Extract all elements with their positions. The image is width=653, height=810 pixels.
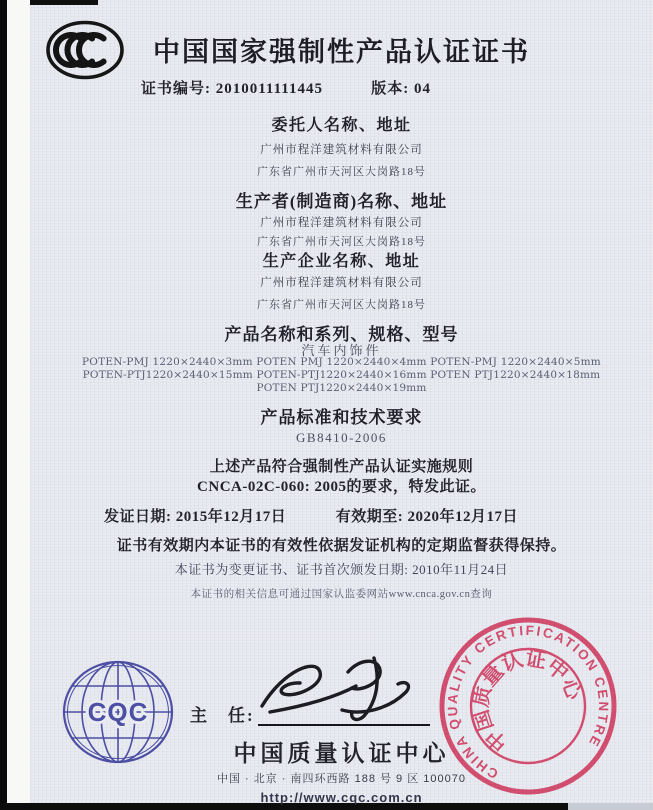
producer-address: 广东省广州市天河区大岗路18号: [257, 236, 426, 248]
director-signature: [256, 652, 432, 730]
lookup-note: 本证书的相关信息可通过国家认监委网站www.cnca.gov.cn查询: [190, 589, 493, 600]
product-name: 汽车内饰件: [301, 343, 382, 358]
applicant-address: 广东省广州市天河区大岗路18号: [257, 166, 426, 178]
validity-note: 证书有效期内本证书的有效性依据发证机构的定期监督获得保持。: [116, 538, 567, 554]
cert-number-label: 证书编号:: [141, 81, 211, 97]
scan-edge-left: [0, 0, 7, 810]
seal-outer-text: CHINA QUALITY CERTIFICATION CENTRE: [444, 622, 612, 782]
seal-inner-text: 中国质量认证中心: [468, 646, 587, 757]
producer-name: 广州市程洋建筑材料有限公司: [260, 217, 423, 229]
factory-address: 广东省广州市天河区大岗路18号: [257, 299, 426, 311]
org-website: http://www.cqc.com.cn: [260, 790, 423, 805]
factory-name: 广州市程洋建筑材料有限公司: [260, 277, 423, 289]
expiry-date-label: 有效期至:: [335, 509, 404, 525]
cert-number-row: [141, 77, 431, 98]
signature-underline: [258, 724, 430, 726]
cert-number-value: 2010011111445: [215, 81, 323, 97]
dates-row: [104, 505, 518, 526]
version-value: 04: [414, 81, 431, 97]
scan-margin-strip: [7, 0, 30, 810]
compliance-line2: CNCA-02C-060: 2005的要求，特发此证。: [197, 478, 486, 495]
product-heading: 产品名称和系列、规格、型号: [224, 325, 459, 344]
org-address: 中国 · 北京 · 南四环西路 188 号 9 区 100070: [216, 773, 466, 785]
applicant-name: 广州市程洋建筑材料有限公司: [260, 144, 423, 156]
cqc-logo-text: CQC: [87, 697, 149, 727]
scan-edge-top: [30, 0, 98, 5]
director-label: 主 任:: [190, 706, 255, 725]
product-models: POTEN-PMJ 1220×2440×3mm POTEN PMJ 1220×2440×4mm POTEN-PMJ 1220×2440×5mm POTEN-PTJ1220×2440×15mm POTEN-PTJ1220×2440×16mm POTEN PTJ1220×2440×18mm POTEN PTJ1220×2440×19mm: [82, 356, 601, 394]
applicant-heading: 委托人名称、地址: [271, 117, 412, 134]
standard-heading: 产品标准和技术要求: [260, 408, 423, 427]
red-seal-stamp: [436, 614, 620, 798]
issue-date-value: 2015年12月17日: [175, 509, 287, 525]
compliance-line1: 上述产品符合强制性产品认证实施规则: [209, 459, 474, 475]
compliance-statement: [30, 458, 653, 497]
factory-heading: 生产企业名称、地址: [262, 253, 421, 270]
page-title: 中国国家强制性产品认证证书: [153, 37, 530, 67]
issue-date-label: 发证日期:: [104, 509, 172, 525]
version-label: 版本:: [371, 81, 410, 97]
expiry-date-value: 2020年12月17日: [407, 509, 518, 525]
producer-heading: 生产者(制造商)名称、地址: [235, 192, 448, 211]
change-note: 本证书为变更证书、证书首次颁发日期: 2010年11月24日: [174, 562, 509, 577]
org-name: 中国质量认证中心: [233, 740, 450, 766]
standard-value: GB8410-2006: [296, 430, 387, 445]
